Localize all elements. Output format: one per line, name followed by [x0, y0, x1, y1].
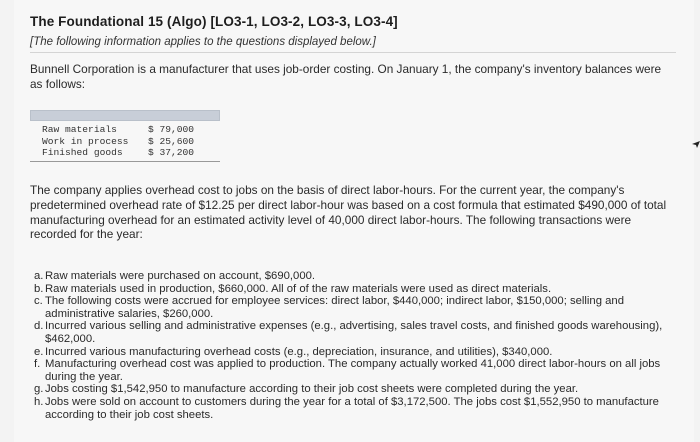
list-item [34, 320, 674, 345]
item-letter: h. [34, 395, 44, 408]
row-label: Finished goods [42, 147, 123, 158]
row-value: $ 79,000 [148, 124, 195, 135]
item-letter: d. [34, 320, 44, 333]
transaction-list [34, 270, 674, 421]
item-letter: g. [34, 383, 44, 396]
item-text: Jobs costing $1,542,950 to manufacture according to their job cost sheets were completed during the year. [45, 383, 579, 396]
table-row [30, 147, 220, 159]
item-text: Raw materials used in production, $660,000. All of of the raw materials were used as direct materials. [45, 282, 552, 295]
table-bottom-rule [30, 161, 220, 162]
item-text: The following costs were accrued for employee services: direct labor, $440,000; indirect labor, $150,000; selling and administrative salaries, $260,000. [45, 295, 624, 320]
table-row [30, 136, 220, 148]
page-subtitle: [The following information applies to the questions displayed below.] [30, 36, 376, 48]
intro-paragraph: Bunnell Corporation is a manufacturer that uses job-order costing. On January 1, the company's inventory balances were as follows: [30, 62, 662, 91]
row-value: $ 37,200 [148, 147, 195, 158]
table-row [30, 124, 220, 136]
document-page [14, 0, 694, 442]
mouse-cursor-icon [691, 139, 700, 149]
item-letter: e. [34, 345, 44, 358]
list-item [34, 295, 674, 320]
item-text: Raw materials were purchased on account, $690,000. [45, 270, 316, 282]
page-title: The Foundational 15 (Algo) [LO3-1, LO3-2, LO3-3, LO3-4] [30, 14, 398, 29]
row-label: Raw materials [42, 124, 117, 135]
row-label: Work in process [42, 135, 129, 147]
list-item [34, 358, 674, 383]
inventory-balance-table [30, 110, 220, 162]
table-header-bar [30, 110, 220, 121]
item-text: Jobs were sold on account to customers during the year for a total of $3,172,500. The jobs cost $1,552,950 to manufacture according to their job cost sheets. [45, 395, 659, 421]
list-item [34, 383, 674, 396]
divider [30, 52, 676, 53]
list-item [34, 346, 674, 359]
list-item [34, 283, 674, 296]
item-text: Manufacturing overhead cost was applied to production. The company actually worked 41,000 direct labor-hours on all jobs during the year. [45, 358, 661, 383]
item-letter: f. [34, 358, 41, 371]
overhead-paragraph: The company applies overhead cost to jobs on the basis of direct labor-hours. For the current year, the company's predetermined overhead rate of $12.25 per direct labor-hour was based on a cost formula that estimated $490,000 of total manufacturing overhead for an estimated activity level of 40,000 direct labor-hours. The following transactions were recorded for the year: [30, 183, 667, 242]
item-text: Incurred various manufacturing overhead costs (e.g., depreciation, insurance, and utilities), $340,000. [45, 345, 553, 358]
list-item [34, 396, 674, 421]
row-value: $ 25,600 [148, 135, 195, 147]
item-text: Incurred various selling and administrative expenses (e.g., advertising, sales travel costs, and finished goods warehousing), $462,000. [45, 320, 663, 345]
list-item [34, 270, 674, 283]
item-letter: a. [34, 270, 44, 282]
item-letter: c. [34, 295, 43, 308]
item-letter: b. [34, 282, 44, 295]
